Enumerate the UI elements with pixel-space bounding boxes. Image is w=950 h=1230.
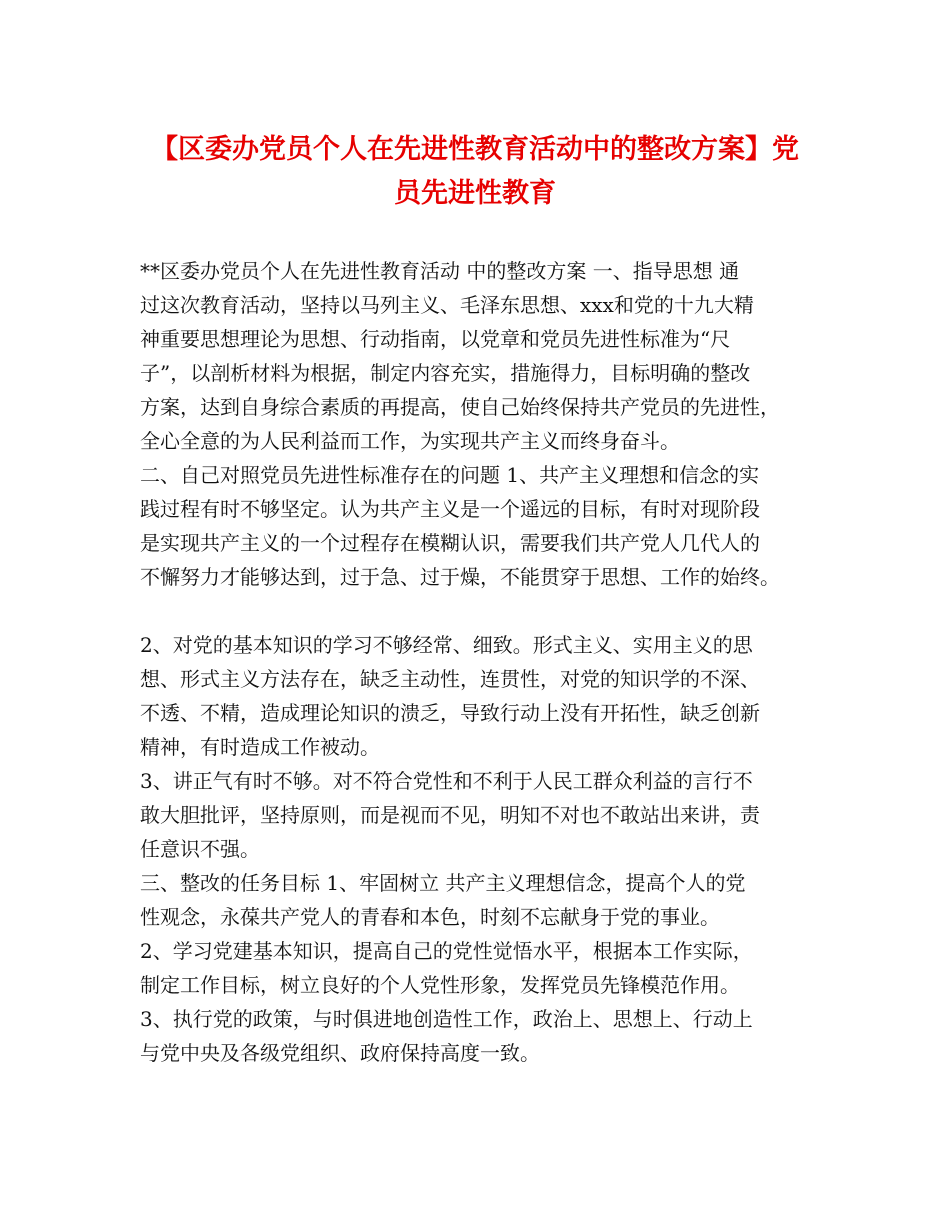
paragraph-line: 与党中央及各级党组织、政府保持高度一致。 [140, 1041, 540, 1065]
paragraph-line: 敢大胆批评，坚持原则，而是视而不见，明知不对也不敢站出来讲，责 [140, 803, 760, 827]
paragraph-line: 三、整改的任务目标 1、牢固树立 共产主义理想信念，提高个人的党 [140, 871, 746, 895]
paragraph-line: 践过程有时不够坚定。认为共产主义是一个遥远的目标，有时对现阶段 [140, 497, 760, 521]
paragraph-line: 制定工作目标，树立良好的个人党性形象，发挥党员先锋模范作用。 [140, 973, 740, 997]
paragraph-line: 2、对党的基本知识的学习不够经常、细致。形式主义、实用主义的思 [140, 633, 753, 657]
title-line: 员先进性教育 [394, 178, 556, 209]
paragraph-line: 3、讲正气有时不够。对不符合党性和不利于人民工群众利益的言行不 [140, 769, 753, 793]
paragraph-line: 性观念，永葆共产党人的青春和本色，时刻不忘献身于党的事业。 [140, 905, 720, 929]
paragraph-line: 任意识不强。 [140, 837, 260, 861]
paragraph-line: 二、自己对照党员先进性标准存在的问题 1、共产主义理想和信念的实 [140, 463, 760, 487]
paragraph-line: 方案，达到自身综合素质的再提高，使自己始终保持共产党员的先进性， [140, 395, 780, 419]
title-line: 【区委办党员个人在先进性教育活动中的整改方案】党 [151, 134, 799, 165]
paragraph-line: 2、学习党建基本知识，提高自己的党性觉悟水平，根据本工作实际， [140, 939, 753, 963]
paragraph-line: 不透、不精，造成理论知识的溃乏，导致行动上没有开拓性，缺乏创新 [140, 701, 760, 725]
paragraph-line: 不懈努力才能够达到，过于急、过于燥，不能贯穿于思想、工作的始终。 [140, 565, 780, 589]
paragraph-gap [140, 594, 820, 628]
paragraph-line: **区委办党员个人在先进性教育活动 中的整改方案 一、指导思想 通 [140, 259, 740, 283]
paragraph-line: 是实现共产主义的一个过程存在模糊认识，需要我们共产党人几代人的 [140, 531, 760, 555]
paragraph-line: 神重要思想理论为思想、行动指南，以党章和党员先进性标准为“尺 [140, 327, 731, 351]
paragraph-line: 精神，有时造成工作被动。 [140, 735, 380, 759]
document-body [140, 254, 820, 1070]
paragraph-line: 3、执行党的政策，与时俱进地创造性工作，政治上、思想上、行动上 [140, 1007, 753, 1031]
paragraph-line: 全心全意的为人民利益而工作，为实现共产主义而终身奋斗。 [140, 429, 680, 453]
paragraph-line: 过这次教育活动，坚持以马列主义、毛泽东思想、xxx和党的十九大精 [140, 293, 754, 317]
document-title [120, 128, 830, 216]
paragraph-line: 子”，以剖析材料为根据，制定内容充实，措施得力，目标明确的整改 [140, 361, 751, 385]
paragraph-line: 想、形式主义方法存在，缺乏主动性，连贯性，对党的知识学的不深、 [140, 667, 760, 691]
